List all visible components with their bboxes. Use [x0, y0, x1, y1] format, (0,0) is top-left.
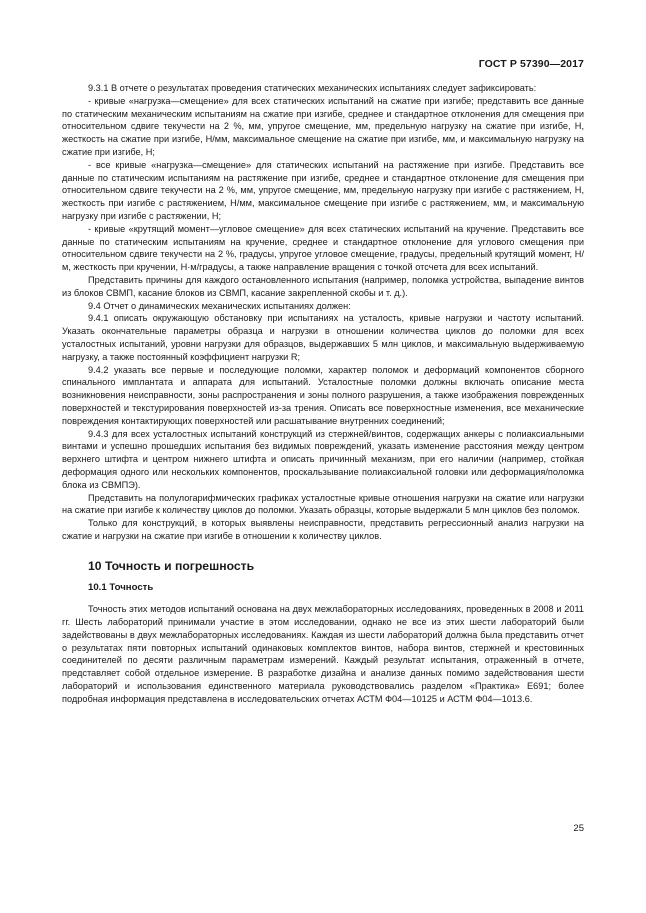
paragraph-9-3-1: 9.3.1 В отчете о результатах проведения статических механических испытаниях следует зафиксировать: — [88, 83, 537, 93]
paragraph-compression-bending: - кривые «нагрузка—смещение» для всех статических испытаний на сжатие при изгибе; представить все данные по статическим механическим испытаниям на сжатие при изгибе, среднее и стандартное отклонения для смещения при относительном сдвиге текучести на 2 %, мм, упругое смещение, мм, предельную нагрузку на сжатие при изгибе, Н, жесткость на сжатие при изгибе, Н/мм, максимальное смещение на сжатие при изгибе, мм, и максимальную нагрузку на сжатие при изгибе, Н; — [62, 95, 584, 157]
paragraph-precision: Точность этих методов испытаний основана на двух межлабораторных исследованиях, проведенных в 2008 и 2011 гг. Шесть лабораторий принимали участие в этом исследовании, однако не все из этих шести лабораторий были задействованы в двух межлабораторных исследованиях. Каждая из шести лабораторий должна была представить отчет о результатах пяти повторных испытаний одинаковых комплектов винтов, набора винтов, стержней и крестовинных соединителей по десяти различным параметрам измерений. Каждый результат испытания, отраженный в отчете, представляет собой отдельное измерение. В разработке дизайна и анализе данных помимо задействования шести лабораторий и использования единственного материала руководствовались разделом «Практика» E691; более подробная информация представлена в исследовательских отчетах АСТМ Ф04—10125 и АСТМ Ф04—1013.6. — [62, 604, 584, 704]
subsection-heading-10-1: 10.1 Точность — [88, 582, 154, 594]
paragraph-stop-reasons: Представить причины для каждого остановленного испытания (например, поломка устройства, выпадение винтов из блоков СВМП, касание блоков из СВМП, касание закрепленной скобы и т. д.). — [62, 274, 584, 298]
paragraph-9-4-2: 9.4.2 указать все первые и последующие поломки, характер поломок и деформаций компонентов сборного спинального имплантата и аппарата для испытаний. Усталостные поломки должны включать описание места возникновения неисправности, зоны распространения и зоны полного разрушения, а также изображения поврежденных поверхностей и текстурирования поверхностей из-за трения. Описать все поверхностные изменения, все механические повреждения контактирующих поверхностей или расшатывание внутренних соединений; — [62, 364, 584, 426]
paragraph-regression: Только для конструкций, в которых выявлены неисправности, представить регрессионный анализ нагрузки на сжатие и нагрузки на сжатие при изгибе в отношении к количеству циклов. — [62, 518, 584, 541]
paragraph-tension-bending: - все кривые «нагрузка—смещение» для статических испытаний на растяжение при изгибе. Представить все данные по статическим испытаниям на растяжение при изгибе, среднее и стандартное отклонение для смещения при относительном сдвиге текучести на 2 %, мм, упругое смещение, мм, предельную нагрузку при изгибе с растяжением, Н, жесткость при изгибе с растяжением, Н/мм, максимальное смещение при изгибе с растяжением, мм, и максимальную нагрузку при изгибе с растяжении, Н; — [62, 159, 584, 221]
document-body — [62, 82, 584, 706]
page-number: 25 — [573, 823, 584, 834]
paragraph-torsion: - кривые «крутящий момент—угловое смещение» для всех статических испытаний на кручение. Представить все данные по статическим испытаниям на кручение, среднее и стандартное отклонение для углового смещения при относительном сдвиге текучести на 2 %, градусы, упругое угловое смещение, градусы, предельный крутящий момент, Н/м, жесткость при кручении, Н·м/градусы, а также направление вращения с точкой отсчета для всех испытаний. — [62, 223, 584, 273]
paragraph-9-4: 9.4 Отчет о динамических механических испытаниях должен: — [88, 300, 351, 311]
document-id: ГОСТ Р 57390—2017 — [478, 58, 584, 70]
paragraph-semilog-plots: Представить на полулогарифмических графиках усталостные кривые отношения нагрузки на сжатие или нагрузки на сжатие при изгибе к количеству циклов до поломки. Указать образцы, которые выдержали 5 млн циклов без поломок. — [62, 492, 584, 516]
section-heading-10: 10 Точность и погрешность — [88, 558, 255, 573]
paragraph-9-4-1: 9.4.1 описать окружающую обстановку при испытаниях на усталость, кривые нагрузки и частоту испытаний. Указать окончательные параметры образца и нагрузки в отношении количества циклов до поломки для всех усталостных испытаний, уровни нагрузки для образцов, выдержавших 5 млн циклов, и максимальную выдерживаемую нагрузку, а также постоянный коэффициент нагрузки R; — [62, 313, 584, 362]
paragraph-9-4-3: 9.4.3 для всех усталостных испытаний конструкций из стержней/винтов, содержащих анкеры с полиаксиальными винтами и успешно прошедших испытания без видимых повреждений, указать изменение расстояния между центром верхнего штифта и центром нижнего штифта и описать причинный механизм, при его наличии (например, стойкая деформация одного или нескольких компонентов, проскальзывание полиаксиальной головки или деформация/поломка блока из СВМПЭ). — [62, 428, 584, 490]
